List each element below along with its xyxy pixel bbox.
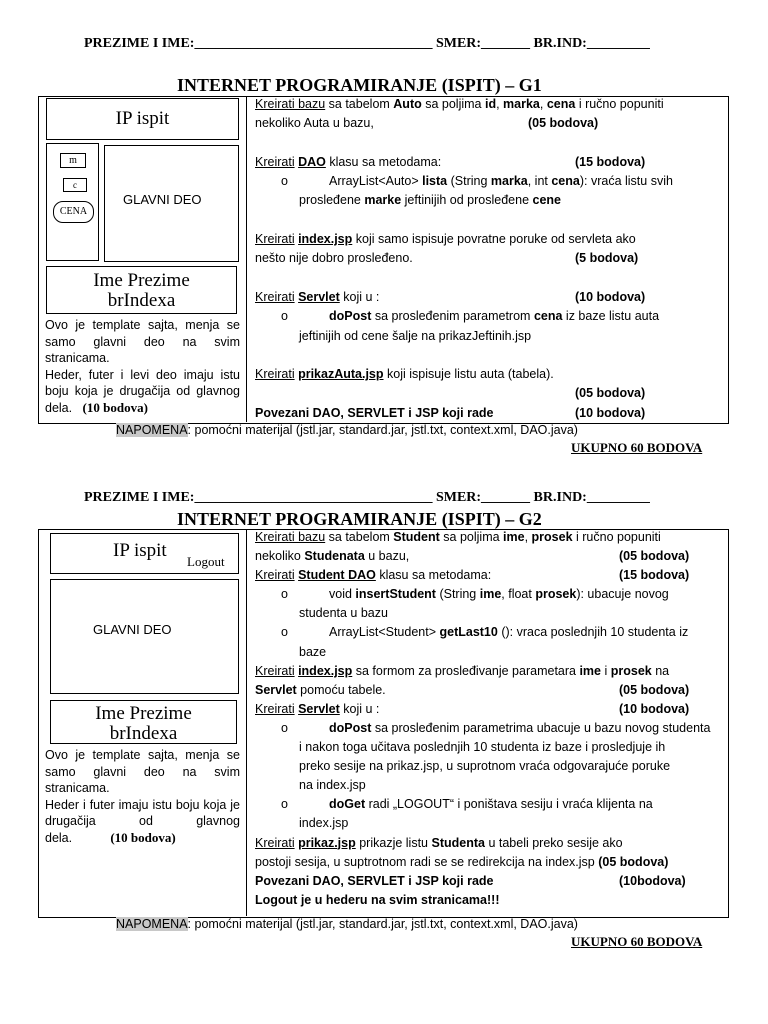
footer-index: brIndexa [109, 723, 178, 744]
table-name: Studenata [304, 549, 365, 564]
column-divider [246, 529, 247, 916]
column-divider [246, 96, 247, 422]
main-area-label: GLAVNI DEO [123, 192, 202, 207]
file-name: index.jsp [298, 232, 353, 247]
param-name: prosek [610, 663, 652, 678]
text: sa poljima [439, 530, 504, 544]
text: nekoliko Auta u bazu, [255, 116, 374, 131]
description-text: Ovo je template sajta, menja se samo glavni deo na svim stranicama. [45, 318, 240, 365]
description-text: Ovo je template sajta, menja se samo glavni deo na svim stranicama. [45, 748, 240, 795]
exam-title: INTERNET PROGRAMIRANJE (ISPIT) – G1 [177, 75, 542, 95]
method-name: lista [422, 174, 448, 189]
method-line [285, 174, 673, 188]
field-name: ime [503, 530, 525, 544]
text: koji u : [339, 289, 380, 304]
task-logout-note [255, 891, 725, 910]
text: radi „LOGOUT“ i poništava sesiju i vraća klijenta na [365, 797, 653, 812]
class-name: Student DAO [298, 568, 376, 583]
task-servlet-doget [255, 795, 725, 814]
file-name: index.jsp [298, 663, 353, 678]
text: koji samo ispisuje povratne poruke od servleta ako [352, 232, 636, 247]
method-line [285, 625, 688, 639]
param-name: cene [532, 193, 562, 208]
table-name: Auto [393, 97, 422, 111]
points: (10bodova) [619, 873, 686, 888]
points: (05 bodova) [619, 682, 690, 697]
task-dao-method [255, 172, 725, 191]
task-verb: Kreirati [255, 835, 295, 850]
field-name: prosek [531, 530, 573, 544]
blank-line [255, 346, 725, 365]
text: void [329, 587, 356, 602]
text: Logout je u hederu na svim stranicama!!! [255, 892, 500, 907]
bullet-icon: o [281, 587, 288, 602]
task-servlet-method-cont [255, 327, 725, 346]
text: , float [501, 587, 536, 602]
task-verb: Kreirati [255, 154, 295, 169]
points: (05 bodova) [598, 854, 669, 869]
task-index [255, 230, 725, 249]
description-text-2: Heder, futer i levi deo imaju istu boju koja je drugačija od glavnog dela. [45, 367, 240, 415]
text: sa tabelom [325, 530, 394, 544]
param-name: marke [364, 193, 402, 208]
task-servlet [255, 288, 725, 307]
task-dao-method-getlast [255, 623, 725, 642]
task-list [255, 95, 725, 423]
field-name: cena [546, 97, 576, 111]
site-title: IP ispit [113, 540, 167, 561]
task-verb: Kreirati [255, 367, 295, 382]
text: , [539, 97, 547, 111]
task-dao-method-insert [255, 585, 725, 604]
task-servlet-method [255, 307, 725, 326]
param-name: cena [533, 309, 563, 324]
bullet-icon: o [281, 625, 288, 640]
text: Povezani DAO, SERVLET i JSP koji rade [255, 405, 494, 420]
task-index-cont [255, 249, 725, 268]
param-name: cena [551, 174, 580, 189]
task-servlet [255, 700, 725, 719]
description-colors [45, 797, 240, 847]
text: (String [435, 587, 480, 602]
student-info-fields: PREZIME I IME:__________________________________ SMER:_______ BR.IND:_________ [84, 490, 650, 505]
text: ): ubacuje novog [576, 587, 669, 602]
table-name: Student [393, 530, 440, 544]
text: iz baze listu auta [562, 309, 660, 324]
task-prikaz-cont [255, 853, 725, 872]
template-description [45, 317, 240, 416]
mockup-main [50, 579, 239, 694]
method-name: getLast10 [439, 625, 498, 640]
bullet-icon: o [281, 797, 288, 812]
method-line [285, 721, 710, 735]
method-name: doPost [329, 309, 372, 324]
note-text: : pomoćni materijal (jstl.jar, standard.jar, jstl.txt, context.xml, DAO.java) [187, 917, 578, 931]
task-verb: Kreirati [255, 289, 295, 304]
class-name: DAO [298, 154, 326, 169]
file-name: prikazAuta.jsp [298, 367, 384, 382]
text: u tabeli preko sesije ako [484, 835, 623, 850]
task-verb: Kreirati [255, 232, 295, 247]
text: pomoću tabele. [296, 682, 386, 697]
text: sa formom za prosleđivanje parametara [352, 663, 580, 678]
bullet-icon: o [281, 720, 288, 735]
text: preko sesije na prikaz.jsp, u suprotnom vraća odgovarajuće poruke [299, 759, 671, 774]
nav-item-c: c [63, 178, 87, 192]
points: (10 bodova) [110, 829, 176, 845]
text: na [651, 663, 670, 678]
text: klasu sa metodama: [325, 154, 442, 169]
text: sa prosleđenim parametrima ubacuje u bazu novog studenta [371, 720, 711, 735]
description-text-2: Heder i futer imaju istu boju koja je drugačija od glavnog dela. [45, 797, 240, 845]
text: koji u : [339, 701, 380, 716]
text: prosleđene [299, 193, 365, 208]
task-index-cont [255, 681, 725, 700]
task-servlet-dopost-cont [255, 738, 725, 757]
note-text: : pomoćni materijal (jstl.jar, standard.jar, jstl.txt, context.xml, DAO.java) [187, 423, 578, 437]
text: sa poljima [421, 97, 485, 111]
points: (10 bodova) [619, 701, 690, 716]
task-verb: Kreirati bazu [255, 97, 326, 111]
text: i nakon toga učitava poslednjih 10 studenta iz baze i prosledjuje ih [299, 740, 666, 755]
task-servlet-dopost [255, 719, 725, 738]
class-name: Servlet [298, 289, 340, 304]
task-servlet-dopost-cont [255, 776, 725, 795]
task-prikaz [255, 365, 725, 384]
task-database-cont [255, 547, 725, 566]
text: , [524, 530, 532, 544]
text: , int [527, 174, 552, 189]
note [116, 917, 578, 931]
note-label: NAPOMENA [116, 917, 188, 931]
total-points: UKUPNO 60 BODOVA [571, 440, 703, 455]
method-name: doPost [329, 720, 372, 735]
text: index.jsp [299, 816, 349, 831]
task-verb: Kreirati bazu [255, 530, 326, 544]
footer-name: Ime Prezime [95, 703, 192, 724]
text: (): vraca poslednjih 10 studenta iz [497, 625, 689, 640]
text: nešto nije dobro prosleđeno. [255, 251, 413, 266]
text: sa prosleđenim parametrom [371, 309, 534, 324]
text: i ručno popuniti [575, 97, 664, 111]
param-name: ime [479, 587, 502, 602]
blank-line [255, 269, 725, 288]
field-name: marka [503, 97, 540, 111]
text: ArrayList<Student> [329, 625, 440, 640]
text: , [496, 97, 504, 111]
text: sa tabelom [325, 97, 394, 111]
nav-item-m: m [60, 153, 86, 168]
text: i [601, 663, 611, 678]
task-prikaz-points [255, 384, 725, 403]
task-servlet-doget-cont [255, 814, 725, 833]
task-verb: Kreirati [255, 701, 295, 716]
nav-button-cena: CENA [53, 201, 94, 223]
task-dao-method-getlast-cont [255, 643, 725, 662]
task-integration [255, 872, 725, 891]
text: prikazje listu [355, 835, 432, 850]
text: na index.jsp [299, 778, 366, 793]
text: baze [299, 644, 327, 659]
param-name: ime [579, 663, 601, 678]
points: (5 bodova) [575, 251, 639, 266]
task-dao [255, 566, 725, 585]
points: (05 bodova) [619, 549, 690, 564]
blank-line [255, 134, 725, 153]
task-dao-method-insert-cont [255, 604, 725, 623]
task-list [255, 528, 725, 910]
param-name: marka [490, 174, 528, 189]
points: (10 bodova) [575, 405, 646, 420]
points: (15 bodova) [619, 568, 690, 583]
blank-line [255, 211, 725, 230]
method-line [285, 309, 659, 323]
task-servlet-dopost-cont [255, 757, 725, 776]
task-integration [255, 404, 725, 423]
text: ArrayList<Auto> [329, 174, 423, 189]
note-label: NAPOMENA [116, 423, 188, 437]
task-database [255, 95, 725, 114]
logout-link[interactable]: Logout [187, 554, 225, 569]
bullet-icon: o [281, 174, 288, 189]
method-name: insertStudent [355, 587, 436, 602]
table-name: Studenta [431, 835, 485, 850]
task-database [255, 528, 725, 547]
task-verb: Kreirati [255, 568, 295, 583]
footer-index: brIndexa [107, 290, 176, 311]
text: Povezani DAO, SERVLET i JSP koji rade [255, 873, 494, 888]
task-dao-method-cont [255, 191, 725, 210]
footer-name: Ime Prezime [93, 270, 190, 291]
file-name: prikaz.jsp [298, 835, 356, 850]
text: klasu sa metodama: [375, 568, 492, 583]
mockup-header [50, 533, 239, 574]
exam-title: INTERNET PROGRAMIRANJE (ISPIT) – G2 [177, 509, 542, 529]
task-verb: Kreirati [255, 663, 295, 678]
param-name: prosek [535, 587, 577, 602]
task-prikaz [255, 834, 725, 853]
mockup-footer [46, 266, 237, 314]
text: studenta u bazu [299, 606, 388, 621]
description-colors [45, 367, 240, 417]
method-line [285, 797, 653, 811]
method-name: doGet [329, 797, 366, 812]
mockup-main [104, 145, 239, 262]
task-dao [255, 153, 725, 172]
mockup-header [46, 98, 239, 140]
text: jeftinijih od cene šalje na prikazJeftinih.jsp [299, 328, 532, 343]
points: (10 bodova) [575, 289, 646, 304]
text: koji ispisuje listu auta (tabela). [383, 367, 554, 382]
task-index [255, 662, 725, 681]
points: (05 bodova) [575, 386, 646, 401]
points: (10 bodova) [82, 399, 148, 415]
field-name: id [484, 97, 497, 111]
text: ): vraća listu svih [579, 174, 673, 189]
points: (15 bodova) [575, 154, 646, 169]
text: postoji sesija, u suptrotnom radi se se redirekcija na index.jsp [255, 854, 595, 869]
text: i ručno popuniti [572, 530, 661, 544]
class-name: Servlet [255, 682, 297, 697]
site-title: IP ispit [115, 108, 170, 129]
points: (05 bodova) [528, 116, 599, 131]
student-info-fields: PREZIME I IME:__________________________________ SMER:_______ BR.IND:_________ [84, 36, 650, 51]
text: u bazu, [364, 549, 410, 564]
task-database-cont [255, 114, 725, 133]
mockup-footer [50, 700, 237, 744]
bullet-icon: o [281, 309, 288, 324]
text: (String [447, 174, 491, 189]
method-line [285, 587, 669, 601]
text: nekoliko [255, 549, 305, 564]
total-points: UKUPNO 60 BODOVA [571, 934, 703, 949]
main-area-label: GLAVNI DEO [93, 622, 172, 637]
text: jeftinijih od prosleđene [401, 193, 533, 208]
template-description [45, 747, 240, 846]
class-name: Servlet [298, 701, 340, 716]
method-line [255, 193, 561, 207]
note [116, 423, 578, 437]
